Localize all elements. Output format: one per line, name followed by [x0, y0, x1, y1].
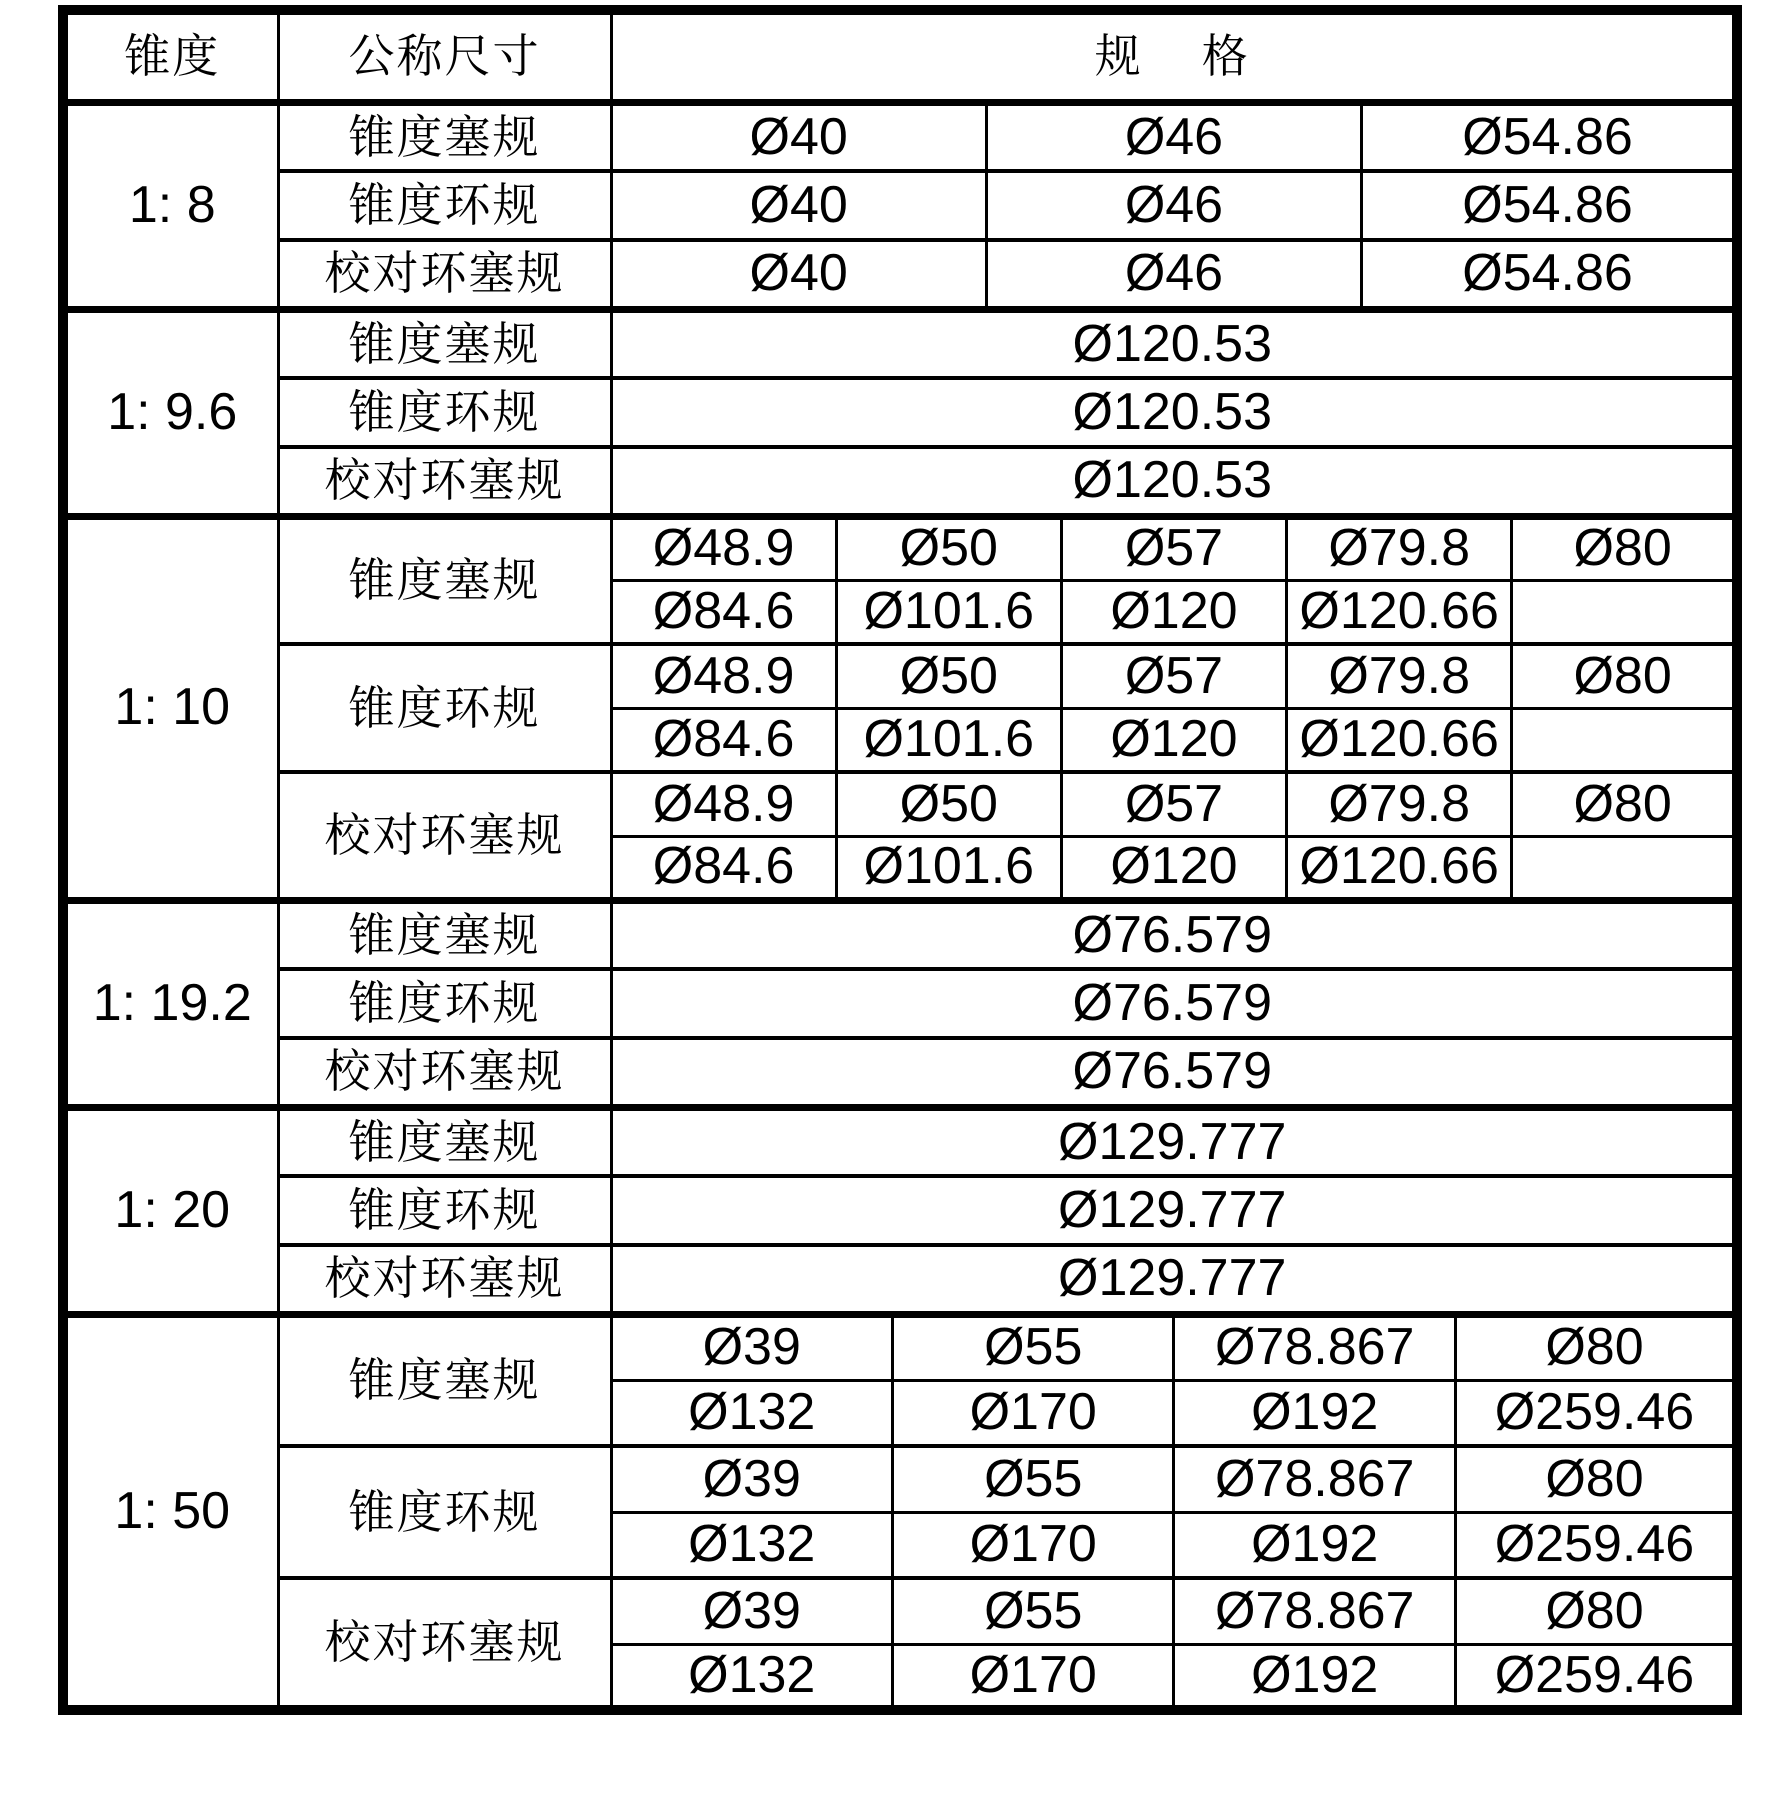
- gauge-type-cell: 校对环塞规: [278, 772, 611, 900]
- taper-cell: 1: 8: [63, 102, 278, 309]
- spec-value-cell: Ø259.46: [1455, 1380, 1737, 1446]
- spec-value-cell: Ø84.6: [611, 836, 836, 900]
- spec-value-cell: [1512, 580, 1737, 644]
- spec-value-cell: Ø80: [1455, 1446, 1737, 1512]
- spec-value-cell: Ø50: [836, 516, 1061, 580]
- spec-value-cell: Ø120.53: [611, 309, 1737, 378]
- gauge-type-cell: 锥度塞规: [278, 1314, 611, 1446]
- gauge-type-cell: 锥度环规: [278, 644, 611, 772]
- taper-cell: 1: 19.2: [63, 900, 278, 1107]
- spec-value-cell: Ø170: [892, 1644, 1173, 1710]
- spec-value-cell: [1512, 708, 1737, 772]
- spec-value-cell: Ø170: [892, 1380, 1173, 1446]
- spec-value-cell: Ø57: [1061, 772, 1286, 836]
- spec-value-cell: Ø192: [1174, 1512, 1455, 1578]
- spec-value-cell: Ø48.9: [611, 516, 836, 580]
- spec-value-cell: Ø120.66: [1287, 708, 1512, 772]
- spec-value-cell: Ø50: [836, 772, 1061, 836]
- spec-value-cell: Ø79.8: [1287, 772, 1512, 836]
- spec-value-cell: Ø132: [611, 1512, 892, 1578]
- spec-value-cell: Ø84.6: [611, 708, 836, 772]
- spec-value-cell: Ø46: [986, 171, 1361, 240]
- gauge-type-cell: 锥度塞规: [278, 900, 611, 969]
- spec-value-cell: Ø39: [611, 1578, 892, 1644]
- gauge-type-cell: 校对环塞规: [278, 1245, 611, 1314]
- gauge-type-cell: 校对环塞规: [278, 240, 611, 309]
- gauge-type-cell: 锥度塞规: [278, 309, 611, 378]
- spec-value-cell: Ø57: [1061, 516, 1286, 580]
- spec-value-cell: Ø80: [1512, 516, 1737, 580]
- spec-value-cell: Ø50: [836, 644, 1061, 708]
- gauge-type-cell: 锥度塞规: [278, 102, 611, 171]
- spec-value-cell: Ø78.867: [1174, 1578, 1455, 1644]
- spec-value-cell: Ø76.579: [611, 900, 1737, 969]
- spec-value-cell: Ø55: [892, 1446, 1173, 1512]
- gauge-type-cell: 锥度环规: [278, 378, 611, 447]
- gauge-type-cell: 锥度塞规: [278, 516, 611, 644]
- spec-value-cell: Ø48.9: [611, 644, 836, 708]
- spec-value-cell: Ø120: [1061, 580, 1286, 644]
- header-taper: 锥度: [63, 10, 278, 102]
- spec-value-cell: Ø46: [986, 240, 1361, 309]
- gauge-type-cell: 锥度环规: [278, 171, 611, 240]
- spec-value-cell: Ø79.8: [1287, 644, 1512, 708]
- spec-value-cell: Ø129.777: [611, 1245, 1737, 1314]
- spec-value-cell: Ø39: [611, 1446, 892, 1512]
- spec-value-cell: Ø101.6: [836, 580, 1061, 644]
- gauge-type-cell: 校对环塞规: [278, 1578, 611, 1710]
- taper-cell: 1: 50: [63, 1314, 278, 1710]
- spec-value-cell: Ø57: [1061, 644, 1286, 708]
- spec-value-cell: Ø48.9: [611, 772, 836, 836]
- spec-value-cell: Ø80: [1455, 1314, 1737, 1380]
- spec-value-cell: Ø40: [611, 240, 986, 309]
- spec-value-cell: Ø129.777: [611, 1107, 1737, 1176]
- gauge-type-cell: 锥度环规: [278, 969, 611, 1038]
- spec-value-cell: Ø120: [1061, 836, 1286, 900]
- spec-value-cell: Ø54.86: [1362, 171, 1737, 240]
- taper-cell: 1: 20: [63, 1107, 278, 1314]
- spec-value-cell: Ø76.579: [611, 969, 1737, 1038]
- gauge-type-cell: 锥度环规: [278, 1446, 611, 1578]
- spec-value-cell: Ø80: [1455, 1578, 1737, 1644]
- spec-value-cell: Ø120.53: [611, 378, 1737, 447]
- spec-value-cell: Ø40: [611, 102, 986, 171]
- spec-value-cell: Ø170: [892, 1512, 1173, 1578]
- spec-value-cell: Ø39: [611, 1314, 892, 1380]
- header-nominal-size: 公称尺寸: [278, 10, 611, 102]
- spec-value-cell: Ø120.53: [611, 447, 1737, 516]
- spec-value-cell: Ø120: [1061, 708, 1286, 772]
- gauge-type-cell: 校对环塞规: [278, 447, 611, 516]
- spec-value-cell: Ø101.6: [836, 836, 1061, 900]
- spec-value-cell: Ø78.867: [1174, 1446, 1455, 1512]
- spec-value-cell: Ø259.46: [1455, 1512, 1737, 1578]
- spec-value-cell: Ø55: [892, 1578, 1173, 1644]
- gauge-type-cell: 锥度塞规: [278, 1107, 611, 1176]
- spec-value-cell: Ø46: [986, 102, 1361, 171]
- spec-value-cell: Ø120.66: [1287, 580, 1512, 644]
- gauge-type-cell: 锥度环规: [278, 1176, 611, 1245]
- spec-value-cell: Ø84.6: [611, 580, 836, 644]
- spec-value-cell: Ø132: [611, 1644, 892, 1710]
- taper-gauge-spec-table: [58, 5, 1742, 1715]
- spec-value-cell: Ø80: [1512, 644, 1737, 708]
- spec-value-cell: Ø76.579: [611, 1038, 1737, 1107]
- spec-value-cell: Ø129.777: [611, 1176, 1737, 1245]
- spec-value-cell: [1512, 836, 1737, 900]
- taper-gauge-spec-document: [58, 5, 1742, 1715]
- taper-cell: 1: 10: [63, 516, 278, 900]
- spec-value-cell: Ø192: [1174, 1644, 1455, 1710]
- spec-value-cell: Ø132: [611, 1380, 892, 1446]
- spec-value-cell: Ø54.86: [1362, 102, 1737, 171]
- taper-cell: 1: 9.6: [63, 309, 278, 516]
- gauge-type-cell: 校对环塞规: [278, 1038, 611, 1107]
- spec-value-cell: Ø259.46: [1455, 1644, 1737, 1710]
- spec-value-cell: Ø120.66: [1287, 836, 1512, 900]
- spec-value-cell: Ø54.86: [1362, 240, 1737, 309]
- spec-value-cell: Ø78.867: [1174, 1314, 1455, 1380]
- header-spec: 规 格: [611, 10, 1737, 102]
- spec-value-cell: Ø79.8: [1287, 516, 1512, 580]
- spec-value-cell: Ø101.6: [836, 708, 1061, 772]
- spec-value-cell: Ø55: [892, 1314, 1173, 1380]
- spec-value-cell: Ø40: [611, 171, 986, 240]
- spec-value-cell: Ø192: [1174, 1380, 1455, 1446]
- spec-value-cell: Ø80: [1512, 772, 1737, 836]
